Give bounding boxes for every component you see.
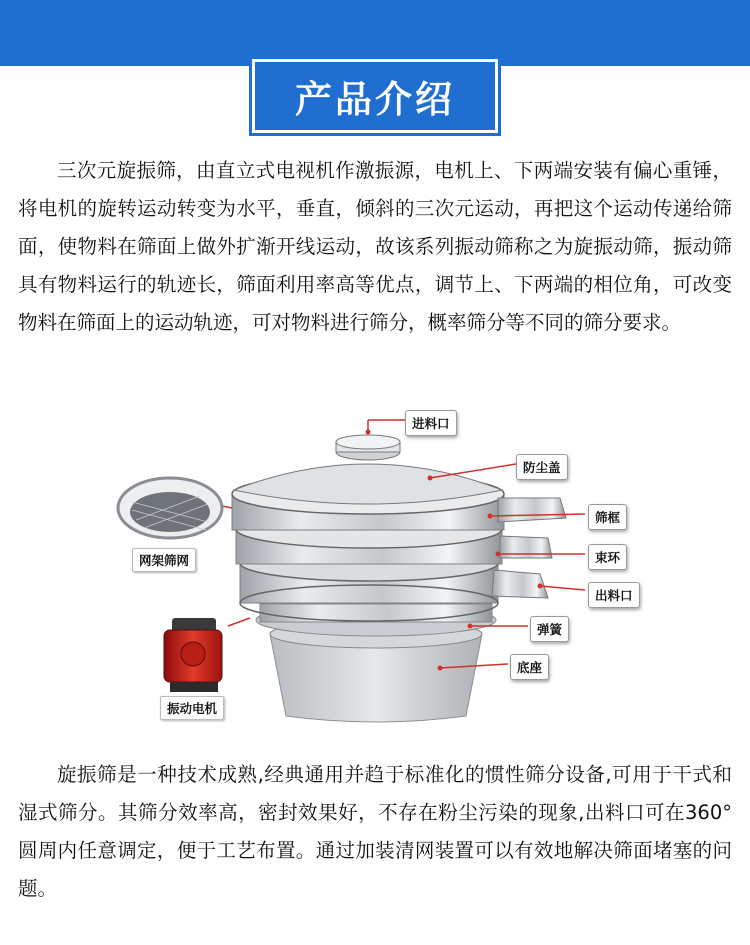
label-screen-frame: 筛框 [588,504,627,530]
label-inlet: 进料口 [405,410,457,436]
label-clamp-ring: 束环 [588,544,627,570]
label-outlet: 出料口 [588,582,640,608]
motor-caption: 振动电机 [160,696,224,720]
section-title: 产品介绍 [295,78,455,121]
intro-paragraph: 三次元旋振筛，由直立式电视机作激振源，电机上、下两端安装有偏心重锤，将电机的旋转运动转变为水平，垂直，倾斜的三次元运动，再把这个运动传递给筛面，使物料在筛面上做外扩渐开线运动，故该系列振动筛称之为旋振动筛，振动筛具有物料运行的轨迹长，筛面利用率高等优点，调节上、下两端的相位角，可改变物料在筛面上的运动轨迹，可对物料进行筛分，概率筛分等不同的筛分要求。 [18,159,732,334]
mesh-caption: 网架筛网 [132,548,196,572]
vibrating-screen-illustration [0,398,750,738]
label-base: 底座 [510,654,549,680]
features-paragraph: 旋振筛是一种技术成熟,经典通用并趋于标准化的惯性筛分设备,可用于干式和湿式筛分。其筛分效率高，密封效果好，不存在粉尘污染的现象,出料口可在360° 圆周内任意调定，便于工艺布置。通过加装清网装置可以有效地解决筛面堵塞的问题。 [18,763,732,900]
label-dust-cover: 防尘盖 [516,454,568,480]
product-diagram [0,398,750,738]
section-title-box [249,56,501,136]
label-spring: 弹簧 [530,616,569,642]
